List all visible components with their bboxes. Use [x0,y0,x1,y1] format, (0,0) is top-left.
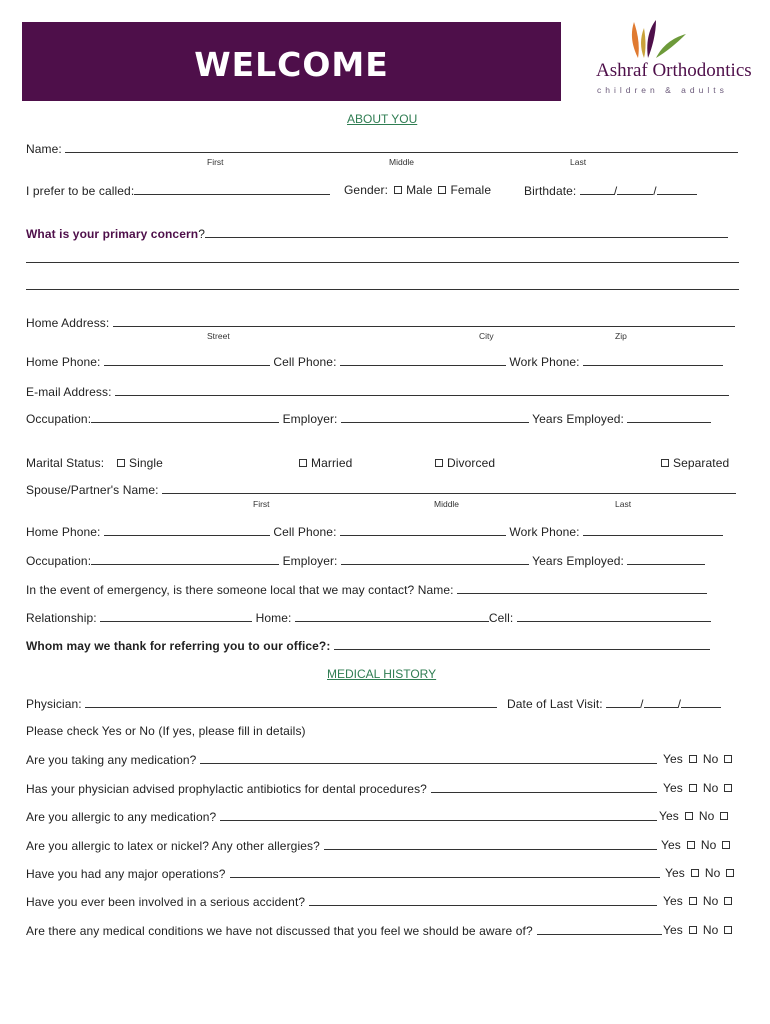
question-label: Are you allergic to latex or nickel? Any other allergies? [26,839,320,853]
no-label: No [700,838,717,852]
single-checkbox[interactable] [117,459,125,467]
address-input[interactable] [113,315,735,327]
divorced-label: Divorced [447,456,496,470]
last-visit-label: Date of Last Visit: [507,697,603,711]
yes-label: Yes [663,894,683,908]
employer-input[interactable] [341,411,529,423]
male-checkbox[interactable] [394,186,402,194]
name-input[interactable] [65,141,738,153]
female-checkbox[interactable] [438,186,446,194]
birth-day-input[interactable] [617,183,653,195]
marital-label: Marital Status: [26,456,105,470]
female-label: Female [450,183,492,197]
email-input[interactable] [115,384,729,396]
no-checkbox[interactable] [720,812,728,820]
question-label: Are there any medical conditions we have not discussed that you feel we should be aware of? [26,924,533,938]
spouse-occupation-label: Occupation: [26,554,92,568]
medical-question-row [26,838,657,853]
question-label: Have you had any major operations? [26,867,226,881]
yes-checkbox[interactable] [687,841,695,849]
spouse-occupation-input[interactable] [91,553,279,565]
concern-label: What is your primary concern [26,227,199,241]
email-row [26,384,729,399]
medical-question-row [26,923,662,938]
city-caption: City [479,331,494,341]
question-label: Have you ever been involved in a serious accident? [26,895,306,909]
email-label: E-mail Address: [26,385,112,399]
question-details-input[interactable] [537,923,662,935]
occupation-input[interactable] [91,411,279,423]
yes-label: Yes [661,838,681,852]
no-checkbox[interactable] [726,869,734,877]
prefer-input[interactable] [134,183,330,195]
medical-question-row [26,894,657,909]
instructions: Please check Yes or No (If yes, please fill in details) [26,724,306,738]
yes-checkbox[interactable] [691,869,699,877]
referral-input[interactable] [334,638,710,650]
zip-caption: Zip [615,331,627,341]
question-details-input[interactable] [324,838,657,850]
visit-year-input[interactable] [681,696,721,708]
medical-question-row [26,752,657,767]
divorced-option[interactable] [435,456,495,470]
emergency-home-label: Home: [255,611,292,625]
medical-history-heading: MEDICAL HISTORY [327,667,437,681]
prefer-row [26,183,330,198]
no-label: No [698,809,715,823]
work-phone-label: Work Phone: [509,355,580,369]
referral-row [26,638,710,653]
no-checkbox[interactable] [724,755,732,763]
about-you-heading: ABOUT YOU [347,112,418,126]
gender-label: Gender: [344,183,389,197]
yes-label: Yes [663,923,683,937]
married-checkbox[interactable] [299,459,307,467]
yes-label: Yes [663,781,683,795]
yes-no-group [661,838,734,852]
visit-day-input[interactable] [644,696,678,708]
no-label: No [704,866,721,880]
no-label: No [702,894,719,908]
emergency-cell-label: Cell: [488,611,514,625]
single-option[interactable] [117,456,163,470]
logo-leaves-icon [626,18,696,60]
concern-line-2[interactable] [26,262,739,263]
welcome-banner [22,22,561,101]
spouse-row [26,482,736,497]
occupation-row-2 [26,553,705,568]
no-label: No [702,781,719,795]
birth-month-input[interactable] [580,183,614,195]
emergency-cell-input[interactable] [517,610,711,622]
no-checkbox[interactable] [724,926,732,934]
spouse-label: Spouse/Partner's Name: [26,483,159,497]
name-row [26,141,738,156]
spouse-first-caption: First [253,499,270,509]
no-label: No [702,923,719,937]
logo-name: Ashraf Orthodontics [596,60,752,81]
welcome-title: WELCOME [194,45,389,84]
spouse-middle-caption: Middle [434,499,460,509]
yes-no-group [663,781,736,795]
question-label: Are you allergic to any medication? [26,810,217,824]
question-label: Has your physician advised prophylactic antibiotics for dental procedures? [26,782,427,796]
concern-row: What is your primary concern? [26,226,728,241]
emergency-row [26,582,707,597]
referral-label: Whom may we thank for referring you to our office?: [26,639,331,653]
last-caption: Last [570,157,587,167]
occupation-label: Occupation: [26,412,92,426]
spouse-work-phone-input[interactable] [583,524,723,536]
medical-question-row [26,781,657,796]
separated-label: Separated [673,456,730,470]
yes-no-group [663,752,736,766]
yes-label: Yes [665,866,685,880]
physician-input[interactable] [85,696,497,708]
birth-year-input[interactable] [657,183,697,195]
question-details-input[interactable] [200,752,657,764]
occupation-row-1 [26,411,711,426]
birthdate-label: Birthdate: [524,184,577,198]
single-label: Single [129,456,163,470]
prefer-label: I prefer to be called: [26,184,135,198]
question-details-input[interactable] [431,781,657,793]
spouse-years-employed-label: Years Employed: [532,554,624,568]
address-row [26,315,735,330]
medical-question-row [26,809,657,824]
question-details-input[interactable] [309,894,657,906]
physician-row [26,696,497,711]
relationship-label: Relationship: [26,611,97,625]
first-caption: First [207,157,224,167]
married-option[interactable] [299,456,352,470]
yes-no-group [665,866,738,880]
spouse-employer-input[interactable] [341,553,529,565]
home-phone-input[interactable] [104,354,270,366]
cell-phone-input[interactable] [340,354,506,366]
yes-checkbox[interactable] [689,897,697,905]
spouse-home-phone-label: Home Phone: [26,525,101,539]
yes-checkbox[interactable] [685,812,693,820]
birthdate-row: Birthdate: / / [524,183,697,198]
yes-no-group [659,809,732,823]
separated-checkbox[interactable] [661,459,669,467]
question-details-input[interactable] [230,866,660,878]
concern-line-3[interactable] [26,289,739,290]
divorced-checkbox[interactable] [435,459,443,467]
spouse-work-phone-label: Work Phone: [509,525,580,539]
yes-no-group [663,894,736,908]
work-phone-input[interactable] [583,354,723,366]
emergency-home-input[interactable] [295,610,489,622]
male-label: Male [406,183,433,197]
married-label: Married [311,456,353,470]
home-phone-label: Home Phone: [26,355,101,369]
question-label: Are you taking any medication? [26,753,197,767]
separated-option[interactable] [661,456,729,470]
no-checkbox[interactable] [724,784,732,792]
yes-checkbox[interactable] [689,755,697,763]
spouse-input[interactable] [162,482,736,494]
emergency-name-input[interactable] [457,582,707,594]
employer-label: Employer: [282,412,338,426]
yes-label: Yes [659,809,679,823]
spouse-years-employed-input[interactable] [627,553,705,565]
yes-no-group [663,923,736,937]
logo-tagline: children & adults [597,85,728,95]
name-label: Name: [26,142,62,156]
logo [596,18,752,98]
relationship-row [26,610,711,625]
yes-label: Yes [663,752,683,766]
phone-row-2 [26,524,723,539]
yes-checkbox[interactable] [689,926,697,934]
concern-input[interactable] [205,226,728,238]
spouse-last-caption: Last [615,499,632,509]
cell-phone-label: Cell Phone: [273,355,337,369]
spouse-cell-phone-label: Cell Phone: [273,525,337,539]
spouse-employer-label: Employer: [282,554,338,568]
middle-caption: Middle [389,157,415,167]
medical-question-row [26,866,660,881]
street-caption: Street [207,331,230,341]
emergency-label: In the event of emergency, is there someone local that we may contact? Name: [26,583,454,597]
question-details-input[interactable] [220,809,657,821]
spouse-cell-phone-input[interactable] [340,524,506,536]
marital-label-row [26,456,104,470]
years-employed-label: Years Employed: [532,412,624,426]
gender-row [344,183,491,197]
yes-checkbox[interactable] [689,784,697,792]
relationship-input[interactable] [100,610,252,622]
no-checkbox[interactable] [724,897,732,905]
no-checkbox[interactable] [722,841,730,849]
phone-row-1 [26,354,723,369]
last-visit-row: Date of Last Visit: / / [507,696,721,711]
physician-label: Physician: [26,697,82,711]
no-label: No [702,752,719,766]
spouse-home-phone-input[interactable] [104,524,270,536]
address-label: Home Address: [26,316,110,330]
visit-month-input[interactable] [606,696,640,708]
years-employed-input[interactable] [627,411,711,423]
